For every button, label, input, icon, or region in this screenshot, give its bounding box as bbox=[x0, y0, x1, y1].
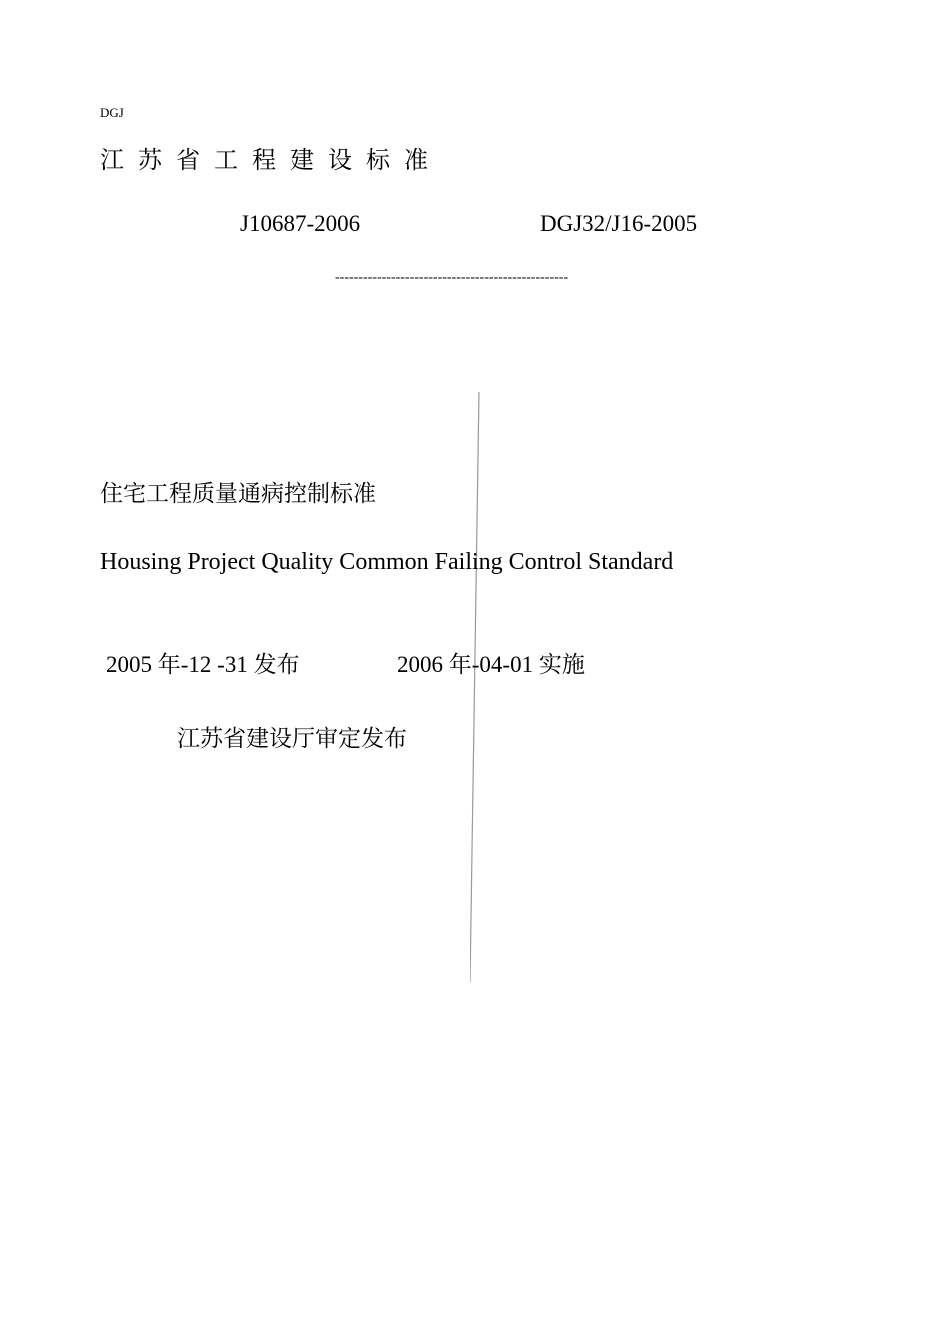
org-standard-title: 江苏省工程建设标准 bbox=[100, 146, 442, 174]
document-code-label: DGJ bbox=[100, 105, 124, 120]
issue-date: 2005 年-12 -31 发布 bbox=[106, 652, 300, 677]
document-title-chinese: 住宅工程质量通病控制标准 bbox=[100, 481, 376, 507]
record-number: J10687-2006 bbox=[240, 211, 361, 236]
standard-number: DGJ32/J16-2005 bbox=[540, 211, 698, 236]
separator-line: -------------------------------------------------- bbox=[335, 270, 569, 285]
effective-date: 2006 年-04-01 实施 bbox=[397, 652, 585, 677]
document-title-english: Housing Project Quality Common Failing Control Standard bbox=[100, 549, 674, 575]
issuing-authority: 江苏省建设厅审定发布 bbox=[177, 726, 407, 752]
scan-artifact-line bbox=[470, 392, 480, 982]
